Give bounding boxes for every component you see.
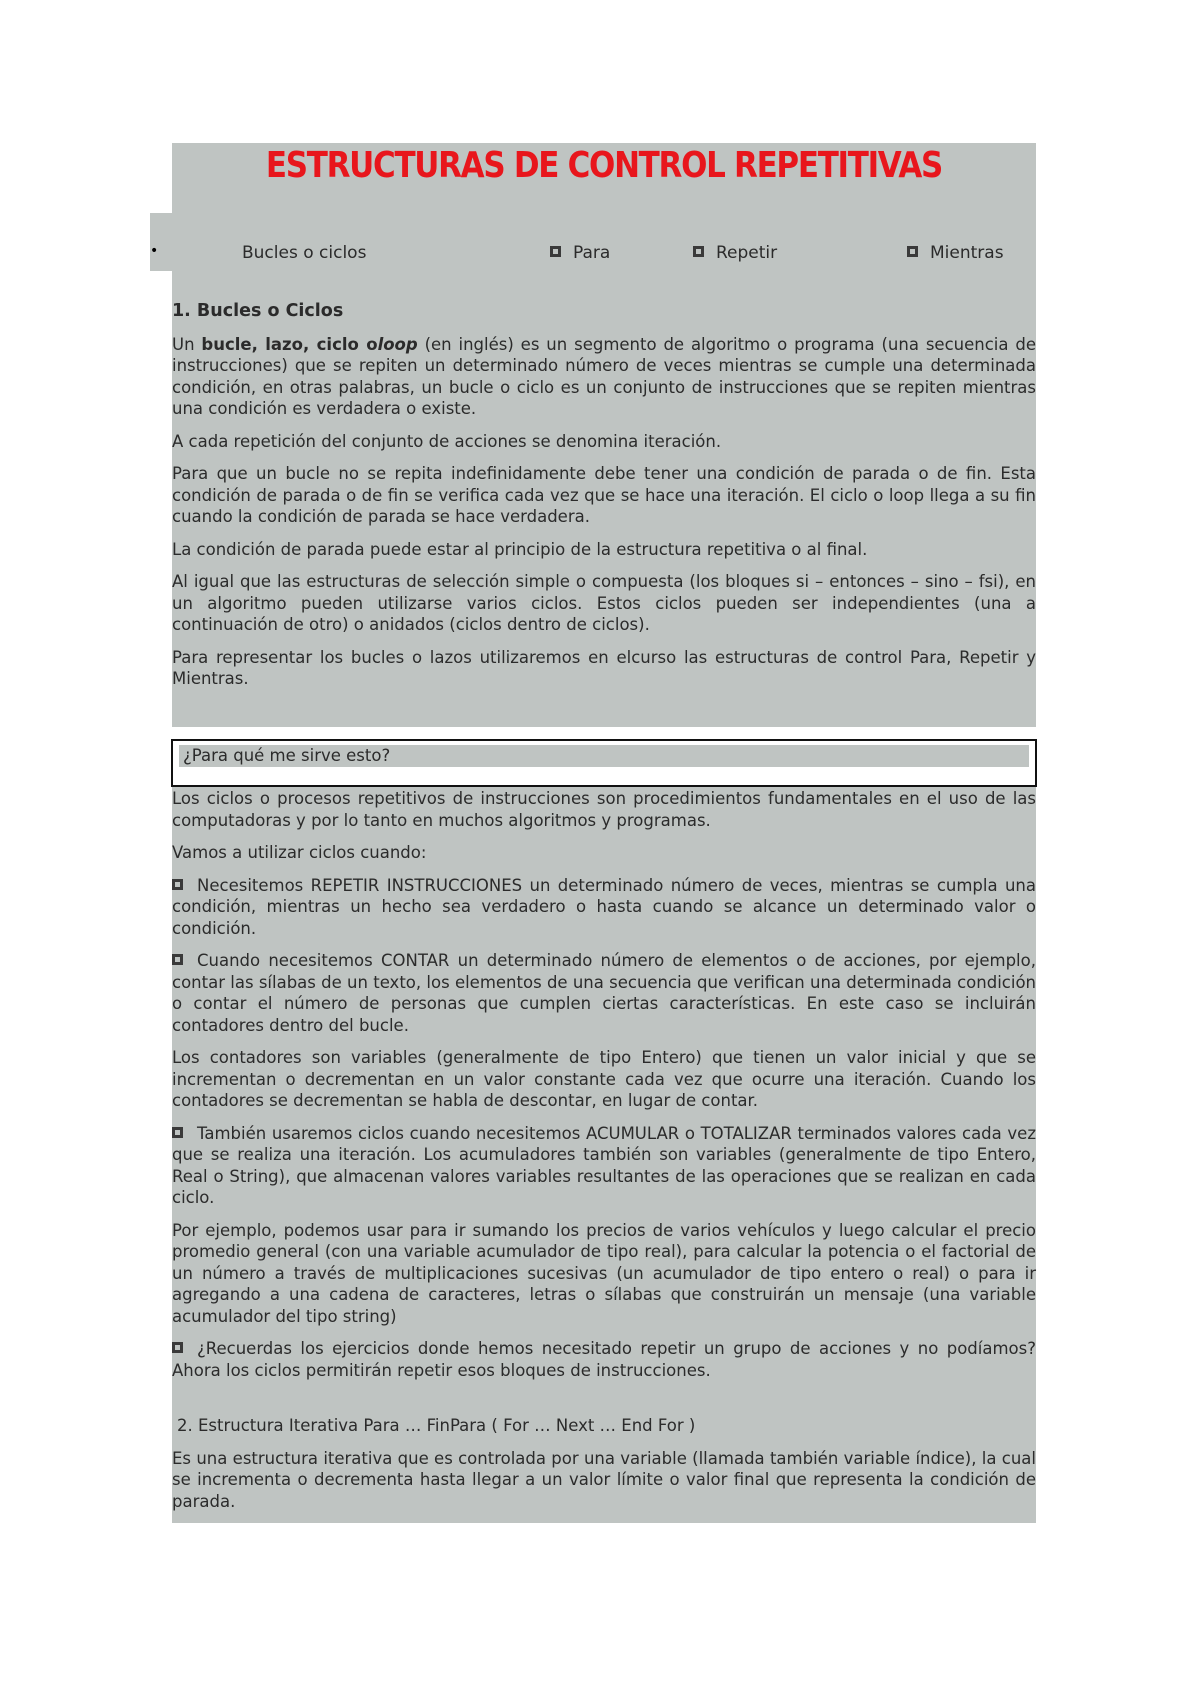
document-page	[150, 143, 1036, 1523]
menu-item-bucles[interactable]	[242, 243, 366, 263]
bullet-paragraph	[172, 1338, 1036, 1381]
paragraph	[172, 334, 1036, 420]
text: ¿Recuerdas los ejercicios donde hemos necesitado repetir un grupo de acciones y no podíamos? Ahora los ciclos permitirán repetir esos bloques de instrucciones.	[172, 1339, 1036, 1380]
document-title: ESTRUCTURAS DE CONTROL REPETITIVAS	[265, 145, 943, 186]
text: Necesitemos REPETIR INSTRUCCIONES un determinado número de veces, mientras se cumpla una condición, mientras un hecho sea verdadero o hasta cuando se alcance un determinado valor o condición.	[172, 875, 1036, 938]
paragraph: Por ejemplo, podemos usar para ir sumando los precios de varios vehículos y luego calcular el precio promedio general (con una variable acumulador de tipo real), para calcular la potencia o el factorial de un número a través de multiplicaciones sucesivas (un acumulador de tipo entero o real) o para ir agregando a una cadena de caracteres, letras o sílabas que construirán un mensaje (una variable acumulador del tipo string)	[172, 1220, 1036, 1326]
section-heading: 1. Bucles o Ciclos	[172, 301, 344, 321]
menu-item-repetir[interactable]	[693, 243, 777, 263]
paragraph: Es una estructura iterativa que es controlada por una variable (llamada también variable índice), la cual se incrementa o decrementa hasta llegar a un valor límite o valor final que representa la condición de parada.	[172, 1448, 1036, 1511]
section-usos	[172, 788, 1036, 1523]
checkbox-icon	[172, 1342, 183, 1353]
paragraph: Para que un bucle no se repita indefinidamente debe tener una condición de parada o de fin. Esta condición de parada o de fin se verifica cada vez que se hace una iteración. El ciclo o loop llega a su fin cuando la condición de parada se hace verdadera.	[172, 464, 1036, 526]
text: También usaremos ciclos cuando necesitemos ACUMULAR o TOTALIZAR terminados valores cada vez que se realiza una iteración. Los acumuladores también son variables (generalmente de tipo Entero, Real o String), que almacenan valores variables resultantes de las operaciones que se realizan en cada ciclo.	[172, 1123, 1036, 1207]
menu-item-label: Bucles o ciclos	[242, 243, 367, 263]
paragraph: Los contadores son variables (generalmente de tipo Entero) que tienen un valor inicial y que se incrementan o decrementan en un valor constante cada vez que ocurre una iteración. Cuando los contadores se decrementan se habla de descontar, en lugar de contar.	[172, 1048, 1036, 1110]
text: Un	[172, 334, 202, 354]
paragraph: Los ciclos o procesos repetitivos de instrucciones son procedimientos fundamentales en el uso de las computadoras y por lo tanto en muchos algoritmos y programas.	[172, 789, 1036, 830]
paragraph: Vamos a utilizar ciclos cuando:	[172, 843, 427, 862]
paragraph: Al igual que las estructuras de selección simple o compuesta (los bloques si – entonces – sino – fsi), en un algoritmo pueden utilizarse varios ciclos. Estos ciclos pueden ser independientes (una a continuación de otro) o anidados (ciclos dentro de ciclos).	[172, 572, 1036, 634]
bullet-paragraph	[172, 1123, 1036, 1209]
section-bucles	[172, 301, 1036, 701]
topic-menu	[150, 243, 1036, 265]
checkbox-icon	[693, 246, 704, 257]
bullet-paragraph	[172, 875, 1036, 940]
paragraph: A cada repetición del conjunto de acciones se denomina iteración.	[172, 431, 722, 451]
paragraph: La condición de parada puede estar al principio de la estructura repetitiva o al final.	[172, 539, 868, 559]
bullet-paragraph	[172, 950, 1036, 1036]
bold-italic-term: loop	[377, 334, 418, 354]
text: (en inglés) es un segmento de algoritmo o programa (una secuencia de instrucciones) que se repiten un determinado número de veces mientras se cumple una determinada condición, en otras palabras, un bucle o ciclo es un conjunto de instrucciones que se repiten mientras una condición es verdadera o existe.	[172, 334, 1036, 418]
checkbox-icon	[172, 954, 183, 965]
menu-item-label: Repetir	[716, 243, 778, 263]
menu-item-para[interactable]	[550, 243, 610, 263]
checkbox-icon	[172, 1127, 183, 1138]
section-heading: 2. Estructura Iterativa Para … FinPara ( For … Next … End For )	[177, 1416, 696, 1435]
question-text: ¿Para qué me sirve esto?	[179, 745, 1029, 767]
checkbox-icon	[907, 246, 918, 257]
bullet-dot-icon: •	[150, 243, 159, 259]
menu-item-mientras[interactable]	[907, 243, 1004, 263]
paragraph: Para representar los bucles o lazos utilizaremos en elcurso las estructuras de control Para, Repetir y Mientras.	[172, 647, 1036, 688]
menu-item-label: Para	[573, 243, 611, 263]
text: Cuando necesitemos CONTAR un determinado número de elementos o de acciones, por ejemplo, contar las sílabas de un texto, los elementos de una secuencia que verifican una determinada condición o contar el número de personas que cumplen ciertas características. En este caso se incluirán contadores dentro del bucle.	[172, 951, 1036, 1035]
question-callout	[171, 739, 1037, 787]
checkbox-icon	[550, 246, 561, 257]
bold-term: bucle, lazo, ciclo o	[201, 334, 378, 354]
checkbox-icon	[172, 879, 183, 890]
menu-item-label: Mientras	[930, 243, 1004, 263]
